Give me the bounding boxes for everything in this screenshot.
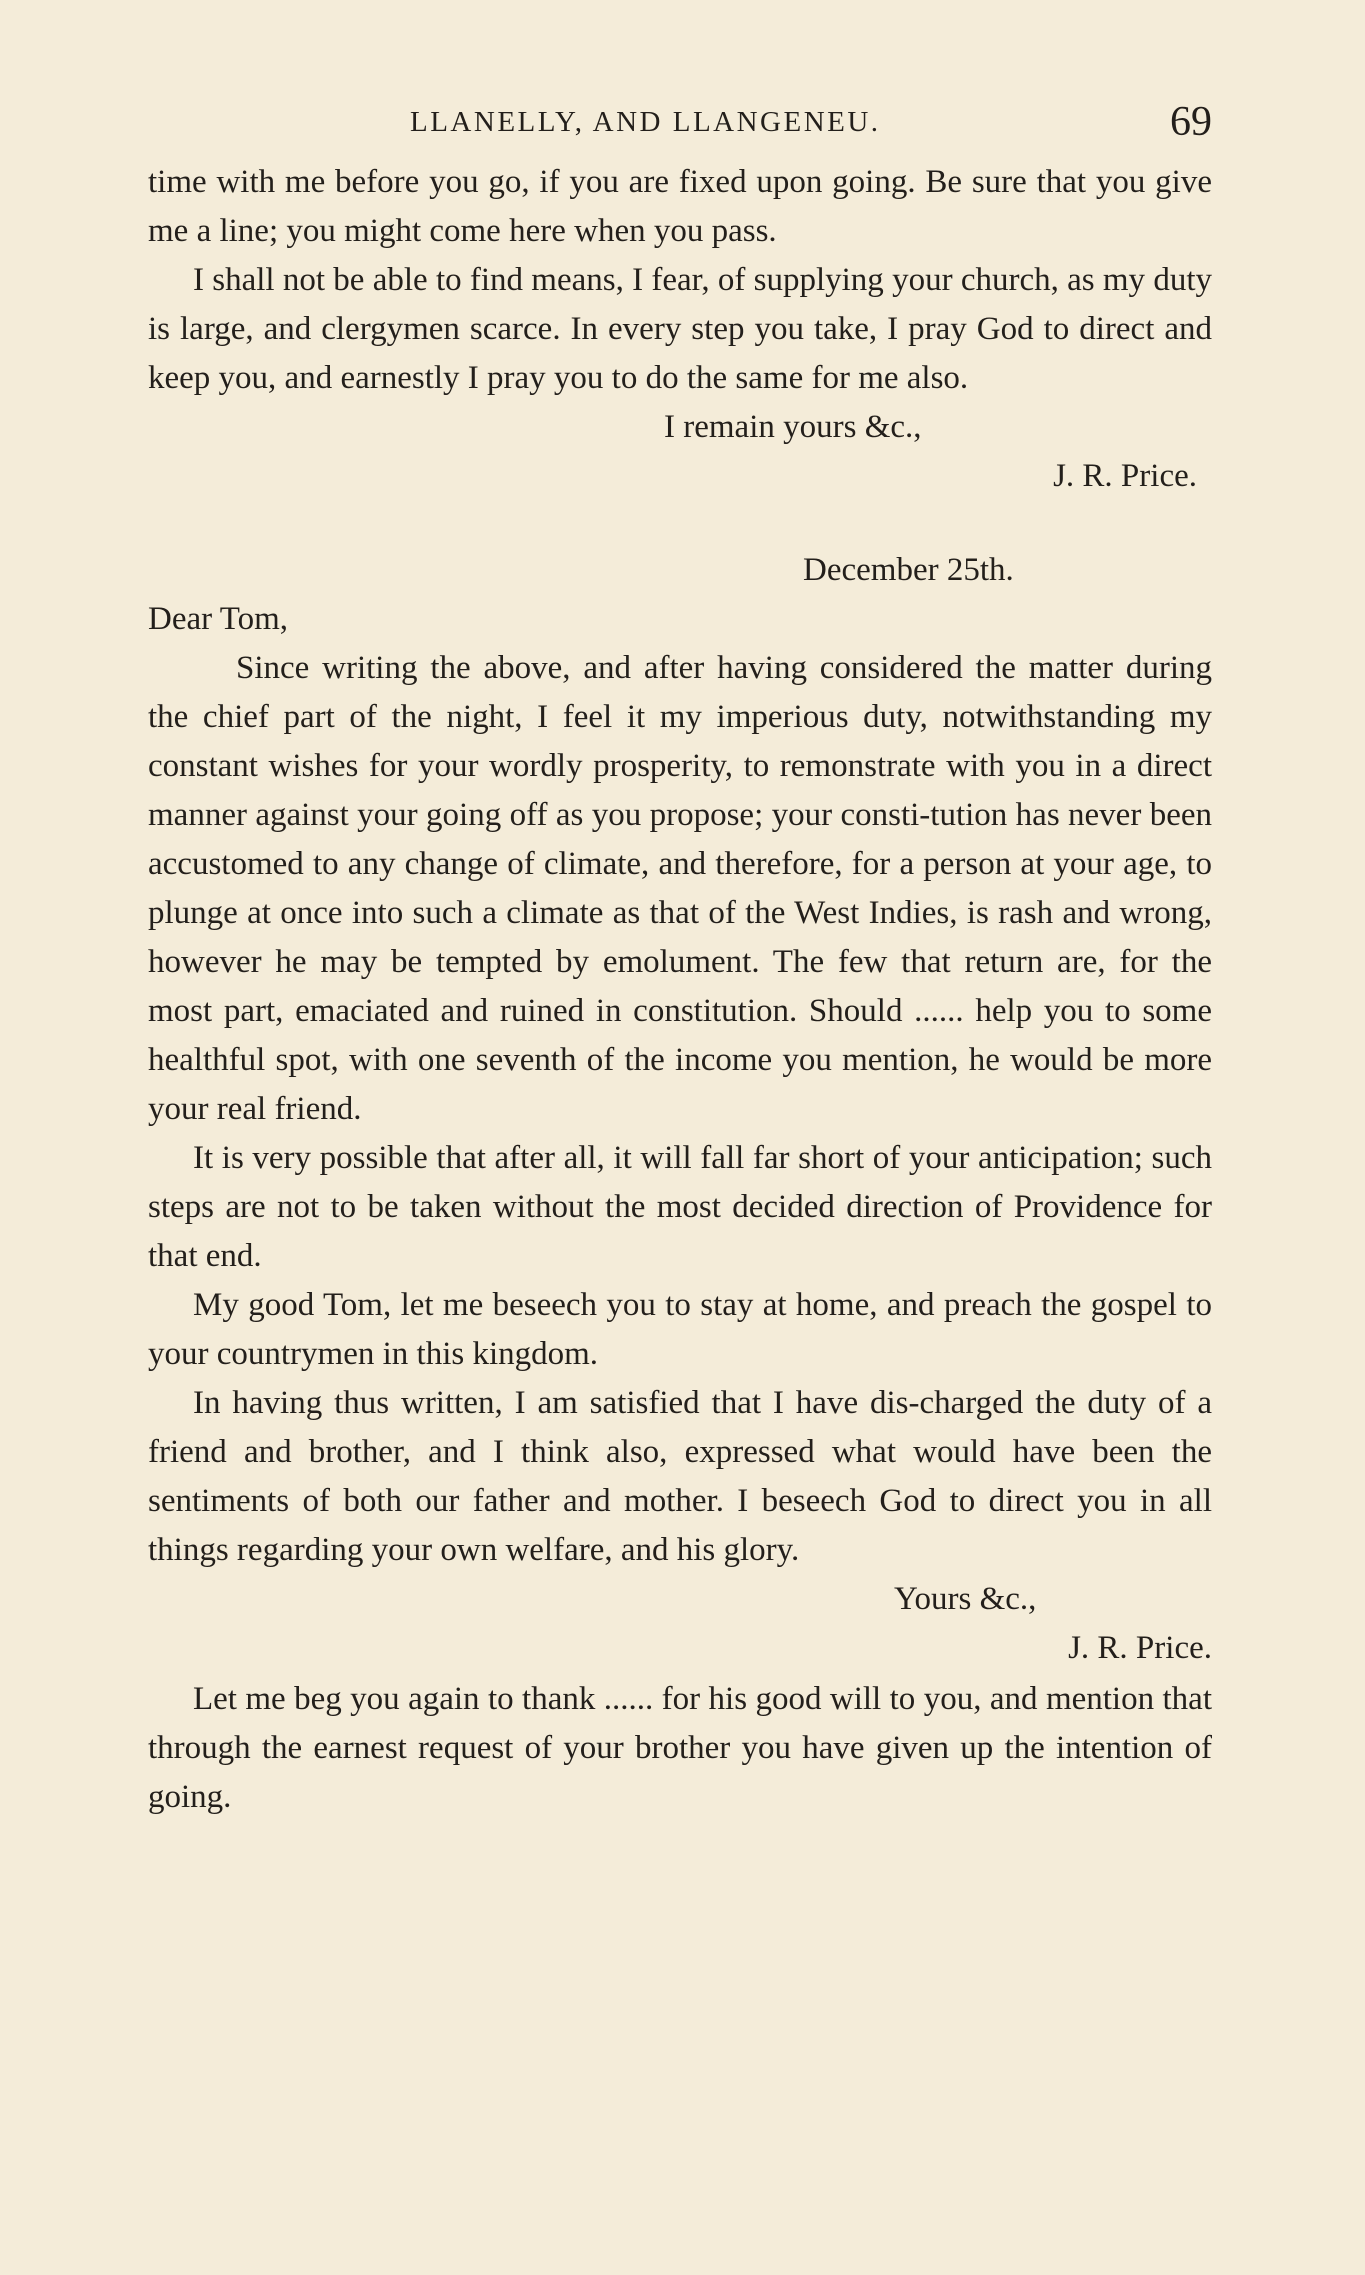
body-text: [148, 158, 1212, 1822]
letter2-date: December 25th.: [803, 552, 1014, 588]
letter2-signature: J. R. Price.: [1068, 1630, 1212, 1666]
running-head: [148, 98, 1212, 158]
letter2-paragraph-1: Since writing the above, and after having considered the matter during the chief part of the night, I feel it my imperious duty, notwithstanding my constant wishes for your wordly prosperity, to remonstrate with you in a direct manner against your going off as you propose; your consti-tution has never been accustomed to any change of climate, and therefore, for a person at your age, to plunge at once into such a climate as that of the West Indies, is rash and wrong, however he may be tempted by emolument. The few that return are, for the most part, emaciated and ruined in constitution. Should ...... help you to some healthful spot, with one seventh of the income you mention, he would be more your real friend.: [148, 650, 1212, 1127]
letter2-paragraph-3: My good Tom, let me beseech you to stay at home, and preach the gospel to your countrymen in this kingdom.: [148, 1287, 1212, 1372]
letter1-paragraph-1: time with me before you go, if you are fixed upon going. Be sure that you give me a line; you might come here when you pass.: [148, 164, 1212, 249]
letter1-signature: J. R. Price.: [1053, 458, 1197, 494]
letter1-paragraph-2: I shall not be able to find means, I fear, of supplying your church, as my duty is large, and clergymen scarce. In every step you take, I pray God to direct and keep you, and earnestly I pray you to do the same for me also.: [148, 262, 1212, 396]
page-number: 69: [1170, 99, 1212, 145]
letter2-salutation: Dear Tom,: [148, 601, 289, 637]
letter2-paragraph-4: In having thus written, I am satisfied that I have dis-charged the duty of a friend and brother, and I think also, expressed what would have been the sentiments of both our father and mother. I beseech God to direct you in all things regarding your own welfare, and his glory.: [148, 1385, 1212, 1568]
running-title: LLANELLY, AND LLANGENEU.: [410, 106, 881, 138]
letter2-paragraph-2: It is very possible that after all, it will fall far short of your anticipation; such steps are not to be taken without the most decided direction of Providence for that end.: [148, 1140, 1212, 1274]
letter2-closing: Yours &c.,: [894, 1581, 1037, 1617]
letter2-postscript: Let me beg you again to thank ...... for his good will to you, and mention that through the earnest request of your brother you have given up the intention of going.: [148, 1681, 1212, 1815]
letter1-closing: I remain yours &c.,: [664, 409, 922, 445]
